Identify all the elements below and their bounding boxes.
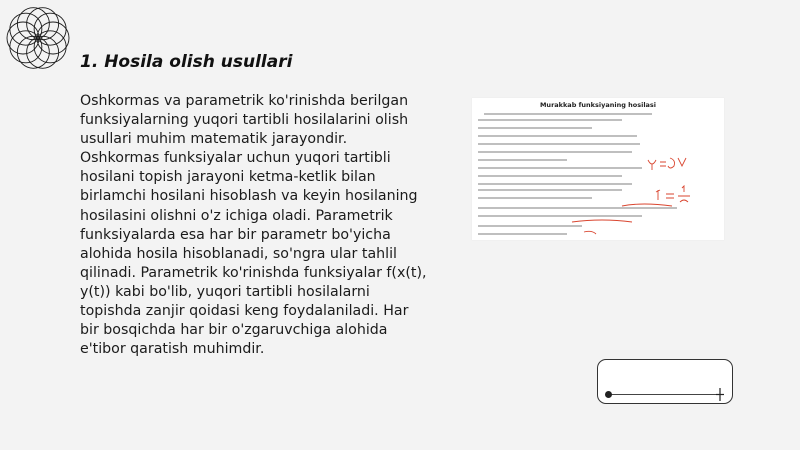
document-image xyxy=(472,98,724,240)
slider-end-marker-icon xyxy=(715,388,725,401)
document-content-lines xyxy=(472,98,724,240)
slider-handle[interactable] xyxy=(605,391,612,398)
slide-title: 1. Hosila olish usullari xyxy=(80,52,293,72)
spirograph-ornament-icon xyxy=(3,3,73,73)
document-heading: Murakkab funksiyaning hosilasi xyxy=(539,101,657,109)
slide-body-text: Oshkormas va parametrik ko'rinishda berilgan funksiyalarning yuqori tartibli hosilalarini olish usullari muhim matematik jarayondir. Oshkormas funksiyalar uchun yuqori tartibli hosilani topish jarayoni ketma-ketlik bilan birlamchi hosilani hisoblash va keyin hosilaning hosilasini olishni o'z ichiga oladi. Parametrik funksiyalarda esa har bir parametr bo'yicha alohida hosila hisoblanadi, so'ngra ular tahlil qilinadi. Parametrik ko'rinishda funksiyalar f(x(t), y(t)) kabi bo'lib, yuqori tartibli hosilalarni topishda zanjir qoidasi keng foydalaniladi. Har bir bosqichda har bir o'zgaruvchiga alohida e'tibor qaratish muhimdir. xyxy=(80,93,427,358)
slider-control[interactable] xyxy=(597,359,733,404)
slider-track[interactable] xyxy=(608,394,720,395)
